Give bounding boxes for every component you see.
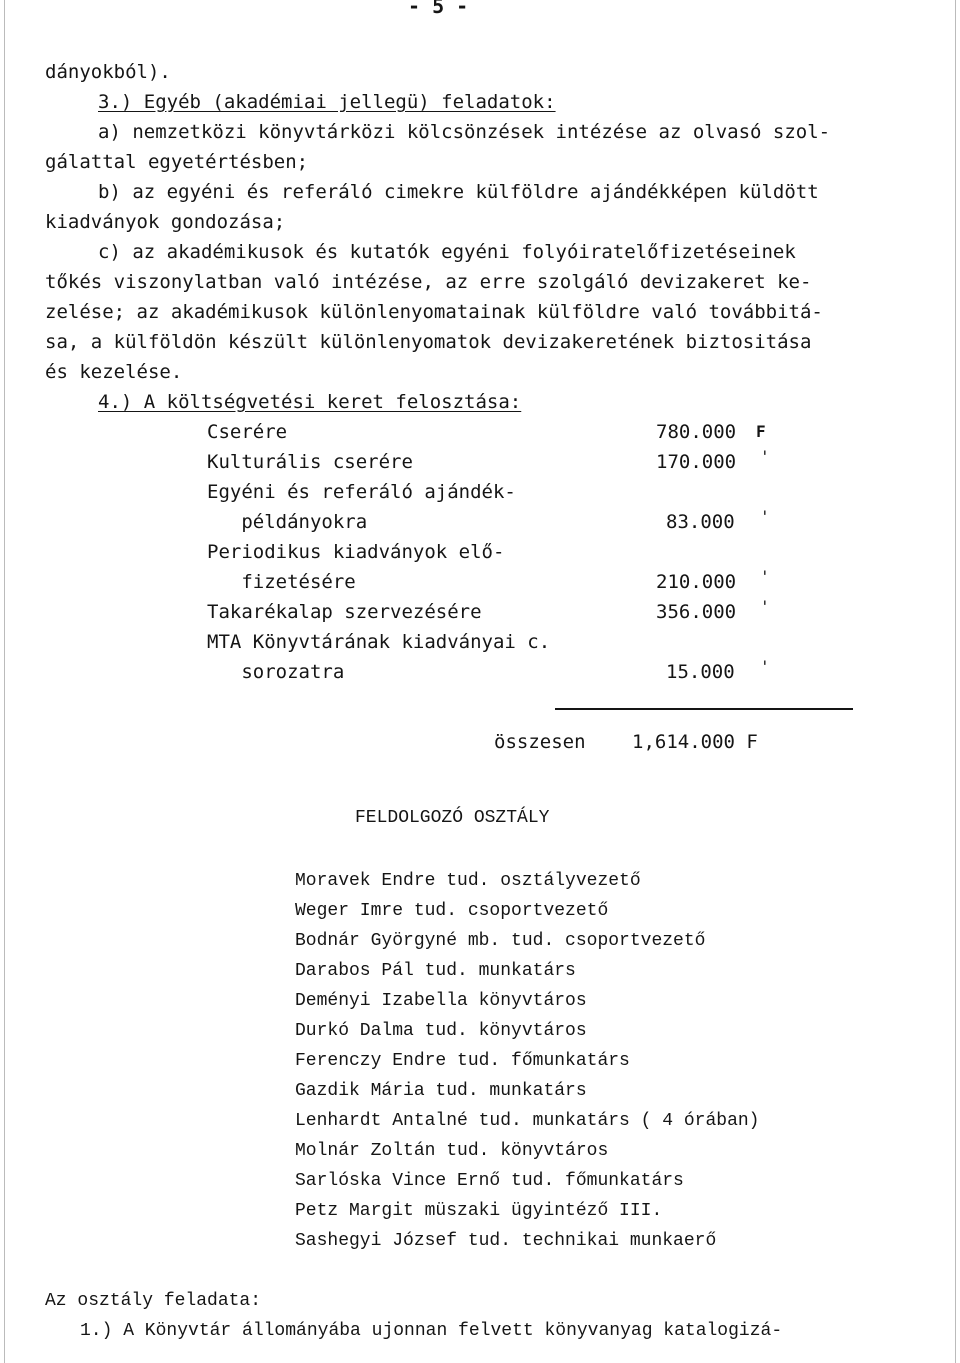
staff-member: Darabos Pál tud. munkatárs <box>295 961 576 981</box>
staff-member: Moravek Endre tud. osztályvezető <box>295 871 641 891</box>
tasks-heading: Az osztály feladata: <box>45 1291 262 1311</box>
text-line: a) nemzetközi könyvtárközi kölcsönzések intézése az olvasó szol- <box>98 121 831 143</box>
staff-member: Petz Margit müszaki ügyintéző III. <box>295 1201 663 1221</box>
page-left-edge <box>4 0 5 1363</box>
currency-mark: F <box>756 422 766 441</box>
staff-member: Sarlóska Vince Ernő tud. főmunkatárs <box>295 1171 684 1191</box>
budget-item-label: sorozatra <box>207 661 345 683</box>
staff-member: Molnár Zoltán tud. könyvtáros <box>295 1141 609 1161</box>
section-heading-4: 4.) A költségvetési keret felosztása: <box>98 391 522 413</box>
budget-item-label: Egyéni és referáló ajándék- <box>207 481 516 503</box>
budget-item-amount: 15.000 <box>666 661 735 683</box>
staff-member: Lenhardt Antalné tud. munkatárs ( 4 órában) <box>295 1111 760 1131</box>
budget-item-amount: 780.000 <box>656 421 737 443</box>
text-line: sa, a külföldön készült különlenyomatok devizakeretének biztositása <box>45 331 812 353</box>
budget-item-amount: 210.000 <box>656 571 737 593</box>
staff-member: Bodnár Györgyné mb. tud. csoportvezető <box>295 931 706 951</box>
text-line: b) az egyéni és referáló cimekre külföldre ajándékképen küldött <box>98 181 819 203</box>
text-line: zelése; az akadémikusok különlenyomatainak külföldre való továbbitá- <box>45 301 823 323</box>
ditto-mark: ' <box>760 447 770 466</box>
text-line: és kezelése. <box>45 361 183 383</box>
task-line: 1.) A Könyvtár állományába ujonnan felvett könyvanyag katalogizá- <box>80 1321 783 1341</box>
ditto-mark: ' <box>760 567 770 586</box>
text-line: kiadványok gondozása; <box>45 211 286 233</box>
section-heading-3: 3.) Egyéb (akadémiai jellegü) feladatok: <box>98 91 556 113</box>
budget-item-amount: 83.000 <box>666 511 735 533</box>
ditto-mark: ' <box>760 597 770 616</box>
budget-item-label: Kulturális cserére <box>207 451 413 473</box>
staff-member: Gazdik Mária tud. munkatárs <box>295 1081 587 1101</box>
total-label: összesen <box>494 731 586 753</box>
staff-member: Deményi Izabella könyvtáros <box>295 991 587 1011</box>
budget-item-label: Takarékalap szervezésére <box>207 601 482 623</box>
budget-item-amount: 170.000 <box>656 451 737 473</box>
budget-item-label: fizetésére <box>207 571 356 593</box>
staff-member: Sashegyi József tud. technikai munkaerő <box>295 1231 717 1251</box>
budget-item-label: példányokra <box>207 511 368 533</box>
budget-item-amount: 356.000 <box>656 601 737 623</box>
staff-member: Ferenczy Endre tud. főmunkatárs <box>295 1051 630 1071</box>
department-title: FELDOLGOZÓ OSZTÁLY <box>355 808 550 828</box>
page-right-edge <box>955 0 956 1363</box>
ditto-mark: ' <box>760 657 770 676</box>
page-number-mark: - 5 - <box>408 0 469 18</box>
sum-rule <box>555 708 853 710</box>
staff-member: Durkó Dalma tud. könyvtáros <box>295 1021 587 1041</box>
total-amount: 1,614.000 F <box>632 731 758 753</box>
budget-item-label: MTA Könyvtárának kiadványai c. <box>207 631 551 653</box>
ditto-mark: ' <box>760 507 770 526</box>
text-line: tőkés viszonylatban való intézése, az erre szolgáló devizakeret ke- <box>45 271 812 293</box>
staff-member: Weger Imre tud. csoportvezető <box>295 901 609 921</box>
text-line: gálattal egyetértésben; <box>45 151 309 173</box>
text-line: c) az akadémikusok és kutatók egyéni folyóiratelőfizetéseinek <box>98 241 796 263</box>
budget-item-label: Periodikus kiadványok elő- <box>207 541 505 563</box>
text-line: dányokból). <box>45 61 171 83</box>
budget-item-label: Cserére <box>207 421 288 443</box>
